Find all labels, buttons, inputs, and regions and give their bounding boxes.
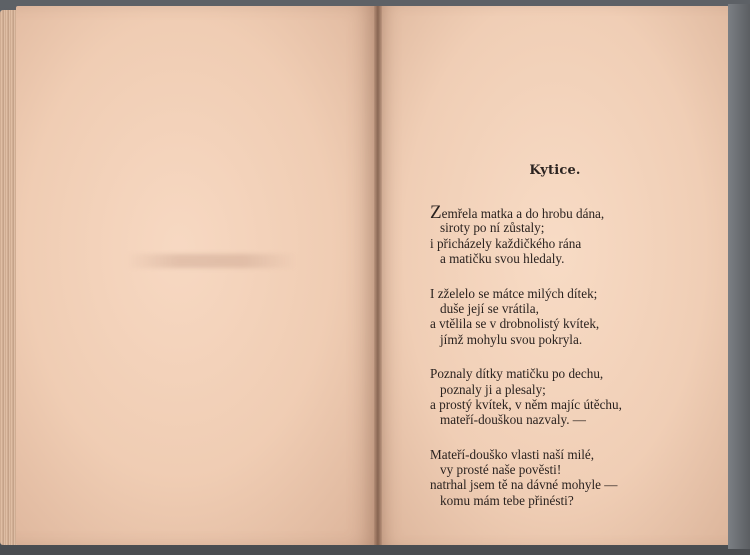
poem-line xyxy=(430,286,710,301)
poem-body xyxy=(430,202,710,527)
poem-line-text: duše její se vrátila, xyxy=(440,300,539,316)
poem-stanza xyxy=(430,202,710,267)
poem-line-text: a prostý kvítek, v něm majíc útěchu, xyxy=(430,396,622,412)
poem-line xyxy=(430,366,710,381)
left-page-blank xyxy=(16,6,378,545)
poem-line xyxy=(430,332,710,347)
poem-line-text: i přicházely každičkého rána xyxy=(430,235,582,251)
poem-line xyxy=(430,316,710,331)
poem-line-text: poznaly ji a plesaly; xyxy=(440,381,546,397)
drop-cap-letter: Z xyxy=(430,202,442,223)
poem-line xyxy=(430,447,710,462)
poem-line xyxy=(430,412,710,427)
poem-line-text: emřela matka a do hrobu dána, xyxy=(441,206,605,221)
poem-line xyxy=(430,397,710,412)
poem-line-text: natrhal jsem tě na dávné mohyle — xyxy=(430,477,618,493)
poem-line xyxy=(430,301,710,316)
poem-line xyxy=(430,477,710,492)
poem-stanza xyxy=(430,286,710,348)
poem-line xyxy=(430,251,710,266)
poem-line-text: a matičku svou hledaly. xyxy=(440,251,565,267)
poem-title: Kytice. xyxy=(529,163,581,178)
poem-line xyxy=(430,382,710,397)
poem-line-text: a vtělila se v drobnolistý kvítek, xyxy=(430,316,600,332)
poem-line-text: Poznaly dítky matičku po dechu, xyxy=(430,366,604,382)
poem-stanza xyxy=(430,366,710,428)
poem-stanza xyxy=(430,447,710,509)
poem-line xyxy=(430,493,710,508)
poem-line-text: Mateří-douško vlasti naší milé, xyxy=(430,446,595,462)
poem-line xyxy=(430,220,710,235)
poem-line xyxy=(430,462,710,477)
book-cover-edge xyxy=(728,4,750,549)
bleed-through-print xyxy=(126,254,296,268)
poem-line xyxy=(430,202,710,223)
poem-line-text: I zželelo se mátce milých dítek; xyxy=(430,285,598,301)
poem-line xyxy=(430,236,710,251)
poem-line-text: siroty po ní zůstaly; xyxy=(440,220,545,236)
book-gutter xyxy=(374,6,382,545)
poem-line-text: vy prosté naše pověsti! xyxy=(440,462,562,478)
poem-line-text: mateří-douškou nazvaly. — xyxy=(440,412,586,428)
poem-line-text: komu mám tebe přinésti? xyxy=(440,492,574,508)
poem-line-text: jímž mohylu svou pokryla. xyxy=(440,331,583,347)
